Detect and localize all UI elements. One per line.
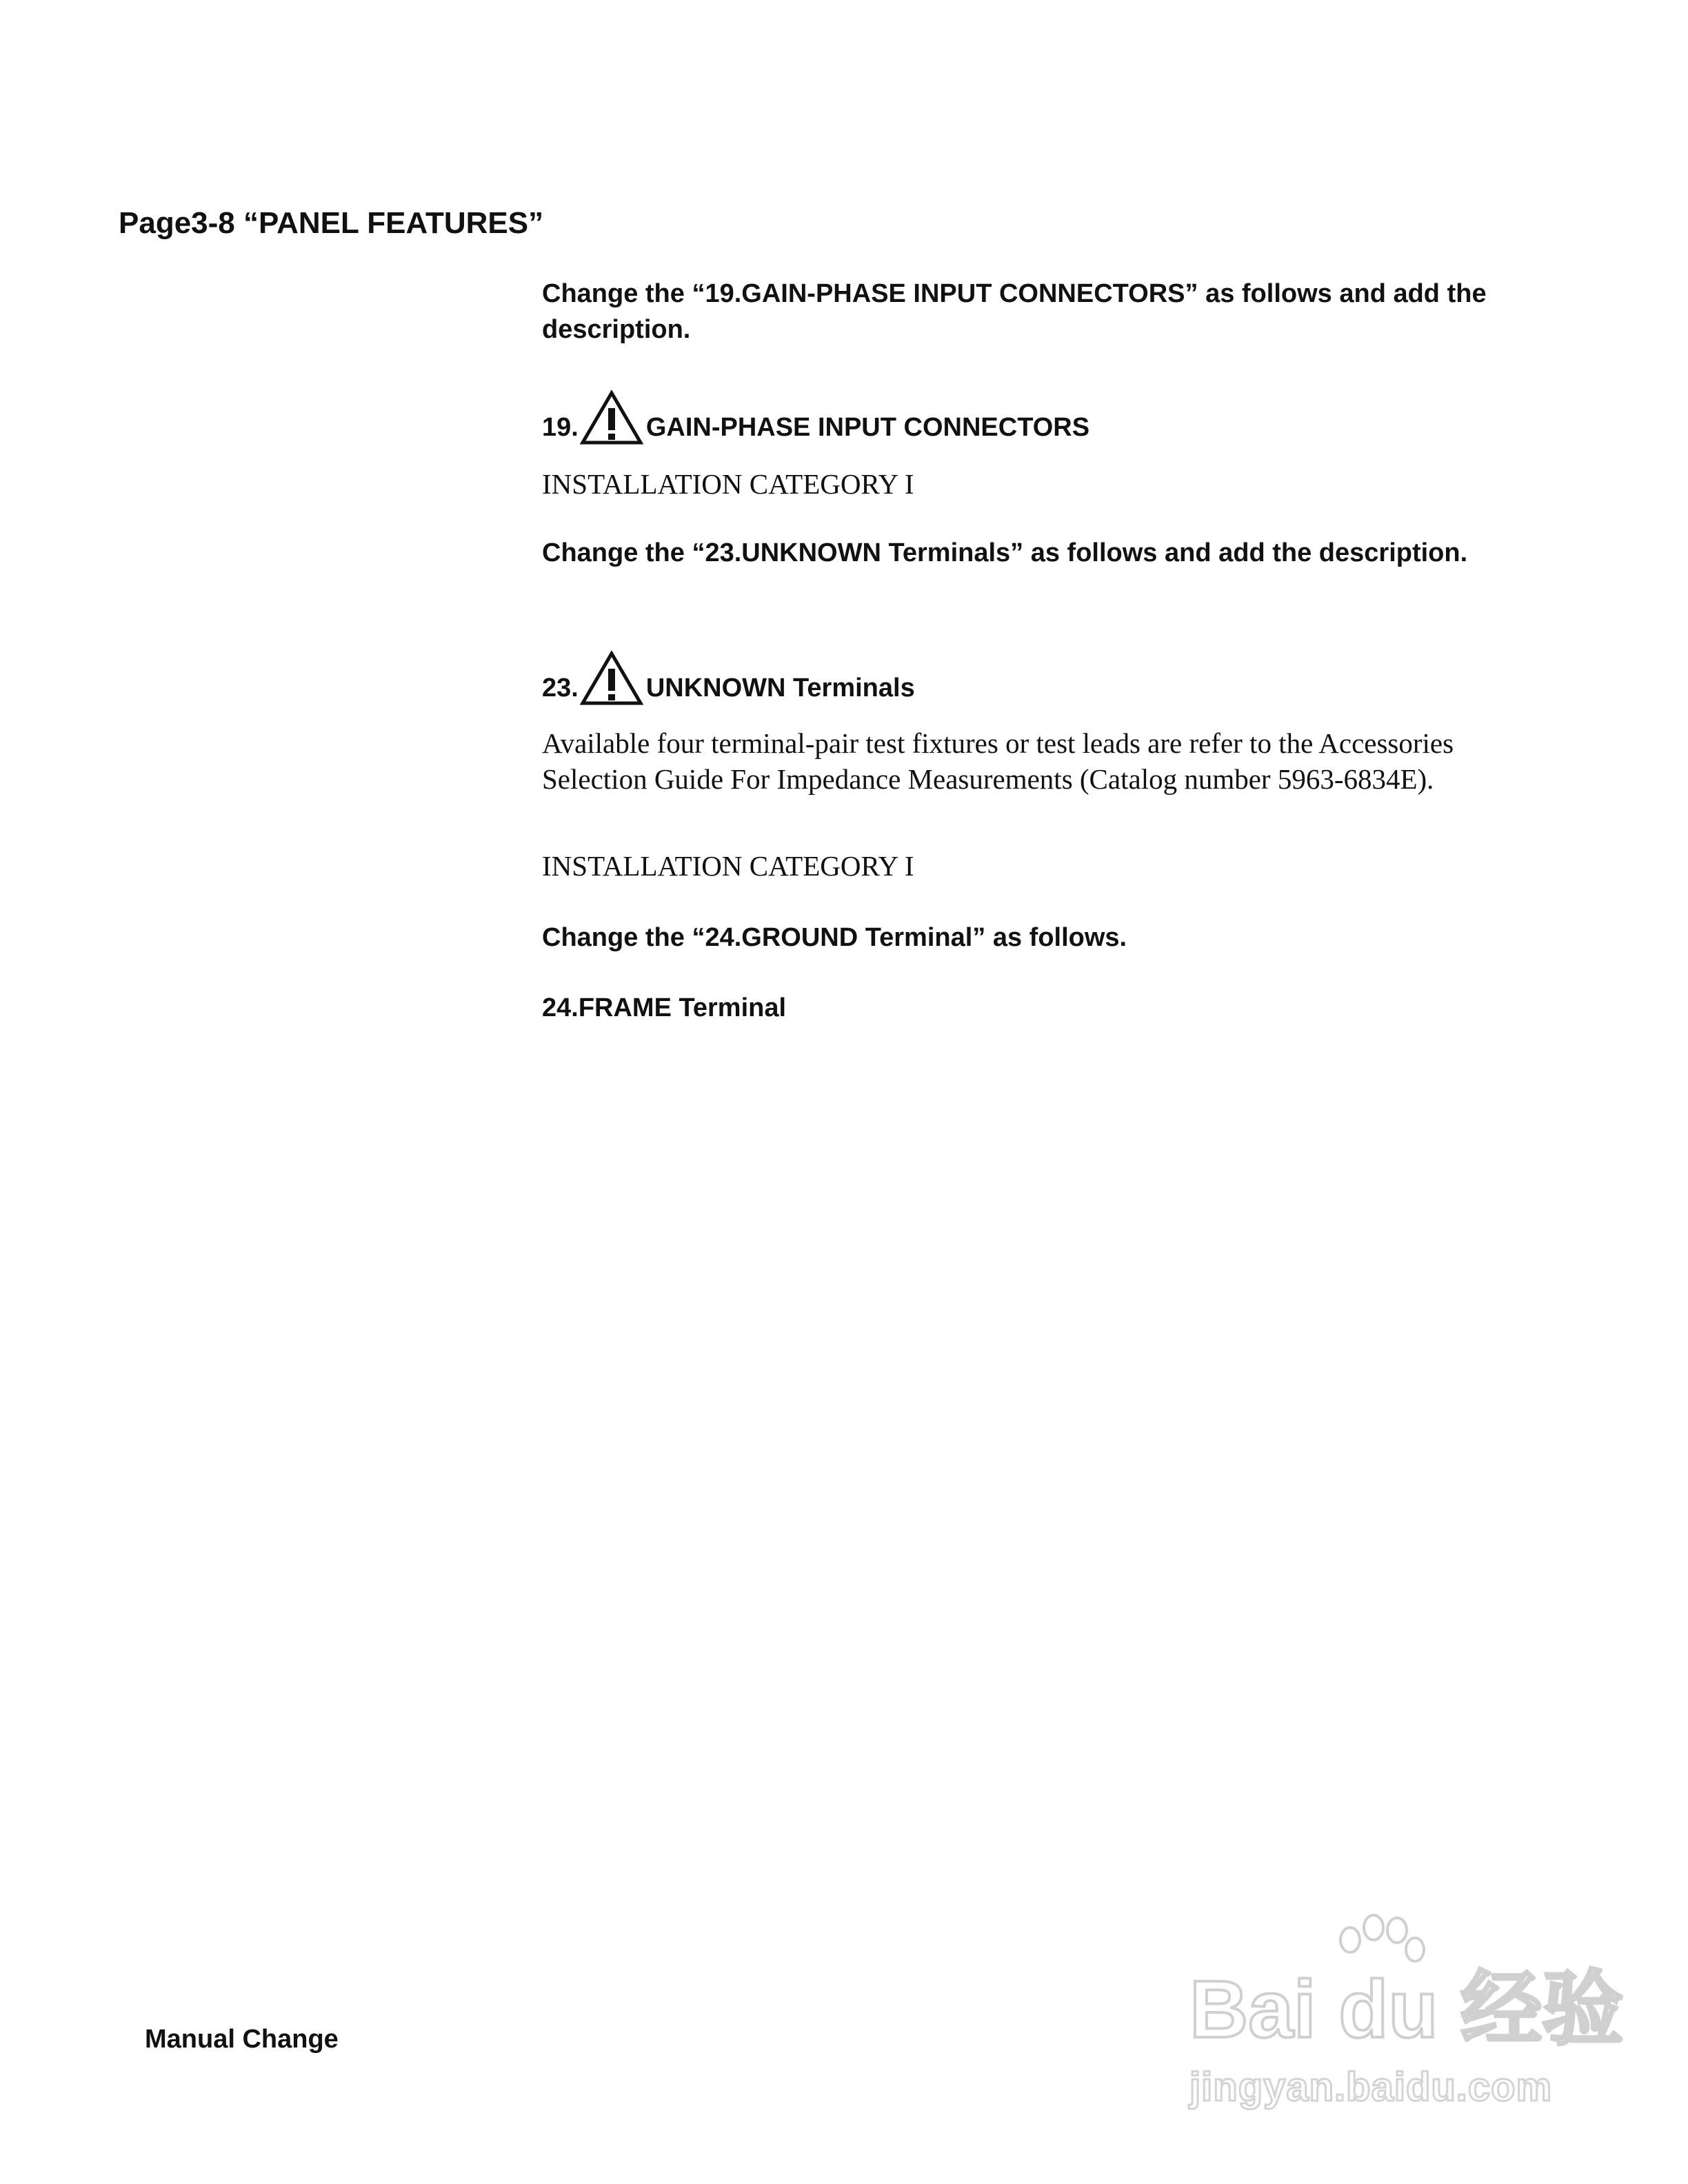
- instruction-19: Change the “19.GAIN-PHASE INPUT CONNECTORS” as follows and add the description.: [542, 279, 1487, 344]
- instruction-23: Change the “23.UNKNOWN Terminals” as follows and add the description.: [542, 538, 1468, 567]
- item-heading-24: 24.FRAME Terminal: [542, 993, 787, 1022]
- instruction-24: Change the “24.GROUND Terminal” as follows.: [542, 923, 1127, 952]
- item-title: GAIN-PHASE INPUT CONNECTORS: [645, 413, 1090, 442]
- watermark-url: jingyan.baidu.com: [1189, 2065, 1553, 2110]
- warning-triangle-icon: [580, 390, 643, 445]
- warning-triangle-icon: [580, 651, 643, 706]
- fixtures-paragraph: Available four terminal-pair test fixtures or test leads are refer to the Accessories Selection Guide For Impedance Measurements (Catalog number 5963-6834E).: [542, 727, 1454, 795]
- item-heading-19: [542, 390, 1089, 445]
- footer-label: Manual Change: [145, 2025, 339, 2054]
- item-number: 19.: [542, 413, 579, 442]
- page-heading: Page3-8 “PANEL FEATURES”: [119, 206, 544, 240]
- item-title: UNKNOWN Terminals: [645, 674, 915, 702]
- installation-category-23: INSTALLATION CATEGORY I: [542, 850, 914, 882]
- item-number: 23.: [542, 674, 579, 702]
- installation-category-19: INSTALLATION CATEGORY I: [542, 468, 914, 500]
- item-heading-23: [542, 651, 915, 706]
- watermark-brand: Bai du 经验: [1189, 1964, 1624, 2055]
